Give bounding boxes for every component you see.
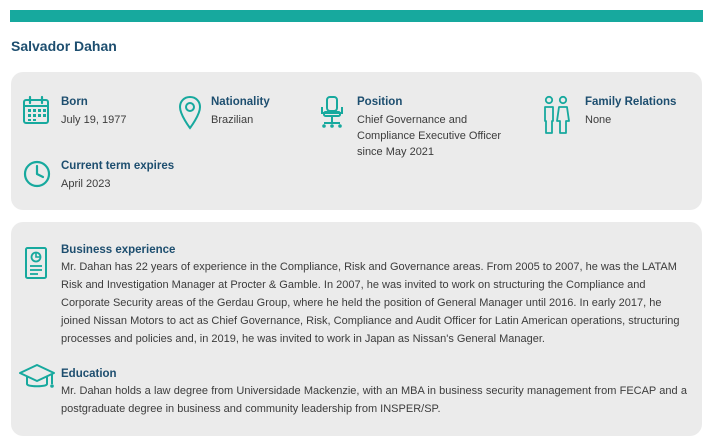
experience-label: Business experience: [61, 244, 176, 256]
position-line-1: Chief Governance and: [357, 114, 468, 126]
born-value: July 19, 1977: [61, 114, 127, 126]
term-block: [61, 159, 174, 192]
position-line-3: since May 2021: [357, 146, 435, 158]
education-text: Mr. Dahan holds a law degree from Universidade Mackenzie, with an MBA in business security management from FECAP and a postgraduate degree in business and community leadership from INSPER/SP.: [61, 385, 687, 415]
resume-document-icon: [24, 246, 48, 280]
experience-block: [61, 243, 687, 348]
experience-text: Mr. Dahan has 22 years of experience in the Compliance, Risk and Governance areas. From 2005 to 2007, he was the LATAM Risk and Investigation Manager at Procter & Gamble. In 2007, he was invited to work on structuring the Compliance and Corporate Security areas of the Gerdau Group, where he held the position of General Manager until 2016. In early 2017, he joined Nissan Motors to act as Chief Governance, Risk, Compliance and Audit Officer for Latin American operations, structuring processes and policies and, in 2019, he was invited to work in Japan as Nissan's General Manager.: [61, 261, 680, 345]
calendar-icon: [22, 95, 50, 125]
term-label: Current term expires: [61, 160, 175, 172]
location-pin-icon: [178, 95, 202, 131]
nationality-label: Nationality: [211, 96, 270, 108]
graduation-cap-icon: [18, 362, 56, 392]
clock-icon: [22, 159, 52, 189]
office-chair-icon: [319, 95, 345, 129]
position-line-2: Compliance Executive Officer: [357, 130, 502, 142]
born-block: [61, 95, 126, 128]
bio-card: [11, 222, 702, 436]
family-block: [585, 95, 676, 128]
position-block: [357, 95, 501, 160]
education-label: Education: [61, 368, 117, 380]
family-label: Family Relations: [585, 96, 677, 108]
facts-card: [11, 72, 702, 210]
term-value: April 2023: [61, 178, 111, 190]
family-value: None: [585, 114, 612, 126]
position-label: Position: [357, 96, 403, 108]
nationality-value: Brazilian: [211, 114, 254, 126]
family-icon: [541, 95, 571, 135]
education-block: [61, 367, 687, 418]
nationality-block: [211, 95, 270, 128]
top-accent-bar: [10, 10, 703, 22]
position-value: [357, 112, 501, 160]
page-title: Salvador Dahan: [11, 38, 117, 54]
born-label: Born: [61, 96, 88, 108]
